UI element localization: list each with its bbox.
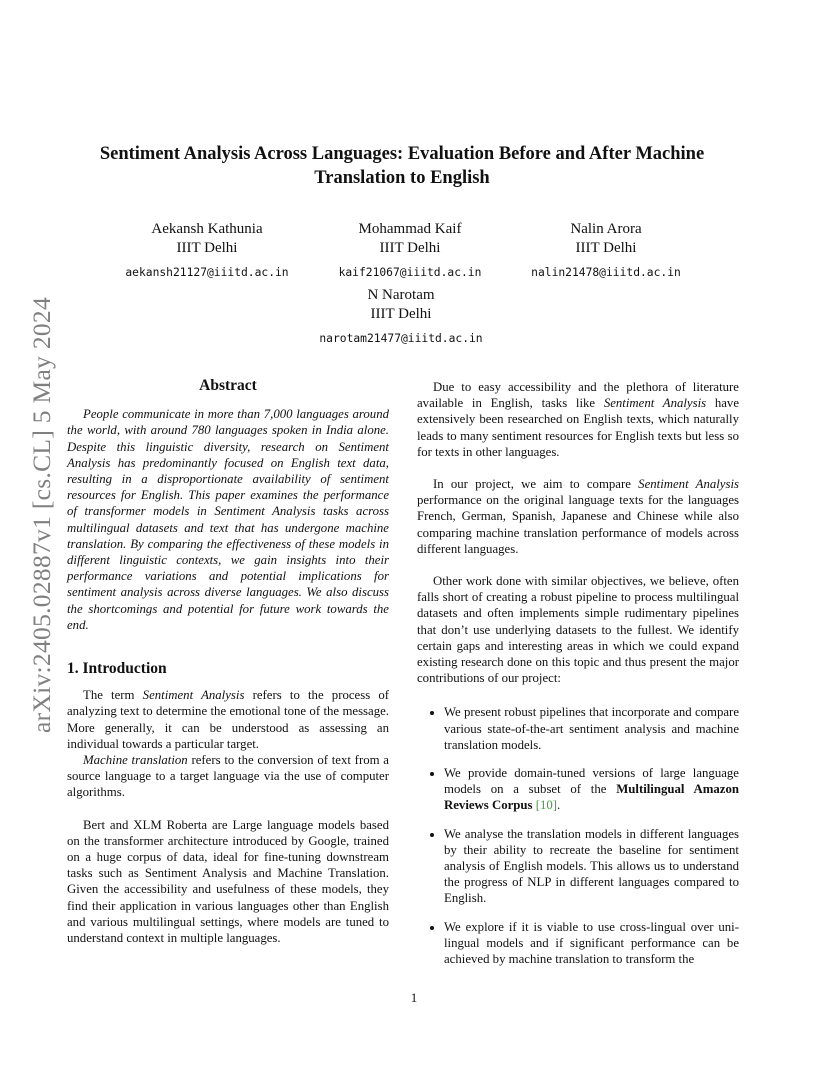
author-name: Aekansh Kathunia — [151, 221, 263, 237]
author-2 — [300, 220, 520, 282]
author-affiliation: IIIT Delhi — [370, 306, 432, 322]
author-name: Nalin Arora — [570, 221, 642, 237]
author-email[interactable]: nalin21478@iiitd.ac.in — [531, 266, 681, 279]
section-heading-introduction: 1. Introduction — [67, 660, 167, 678]
author-name: Mohammad Kaif — [358, 221, 462, 237]
list-item: • We explore if it is viable to use cross-lingual over uni-lingual models and if significant performance can be achieved by machine translation to transform the — [444, 919, 739, 968]
left-column — [67, 378, 389, 946]
list-item: • We provide domain-tuned versions of large language models on a subset of the Multilingual Amazon Reviews Corpus [10]. — [444, 765, 739, 814]
author-3 — [496, 220, 716, 282]
intro-paragraph-3: Bert and XLM Roberta are Large language models based on the transformer architecture introduced by Google, trained on a huge corpus of data, ideal for fine-tuning downstream tasks such as Sentiment Analysis and Machine Translation. Given the accessibility and usefulness of these models, they find their application in various languages other than English and various multilingual settings, where models are tuned to understand context in multiple languages. — [67, 817, 389, 946]
intro-paragraph-2: Machine translation refers to the conversion of text from a source language to a target language via the use of computer algorithms. — [67, 753, 389, 800]
arxiv-identifier: arXiv:2405.02887v1 [cs.CL] 5 May 2024 — [27, 296, 56, 734]
author-email[interactable]: narotam21477@iiitd.ac.in — [319, 332, 483, 345]
list-item: • We analyse the translation models in different languages by their ability to recreate the baseline for sentiment analysis of English models. This allows us to understand the progress of NLP in different languages compared to English. — [444, 826, 739, 907]
list-item: • We present robust pipelines that incorporate and compare various state-of-the-art sentiment analysis and machine translation models. — [444, 704, 739, 753]
author-1 — [97, 220, 317, 282]
right-paragraph-2: In our project, we aim to compare Sentiment Analysis performance on the original language texts for the languages French, German, Spanish, Japanese and Chinese while also comparing machine translation performance of models across different languages. — [417, 477, 739, 556]
author-email[interactable]: aekansh21127@iiitd.ac.in — [125, 266, 289, 279]
author-name: N Narotam — [367, 287, 435, 303]
right-column — [417, 379, 739, 979]
paper-title: Sentiment Analysis Across Languages: Evaluation Before and After Machine Translation to English — [99, 144, 705, 188]
right-paragraph-1: Due to easy accessibility and the plethora of literature available in English, tasks like Sentiment Analysis have extensively been researched on English texts, which naturally leads to many sentiment resources for English texts but less so for texts in other languages. — [417, 380, 740, 459]
intro-paragraph-1: The term Sentiment Analysis refers to the process of analyzing text to determine the emotional tone of the message. More generally, it can be understood as assessing an individual towards a particular target. — [67, 688, 389, 751]
right-paragraph-3: Other work done with similar objectives, we believe, often falls short of creating a robust pipeline to process multilingual datasets and often implements simple rudimentary pipelines that don’t use underlying datasets to the fullest. We identify certain gaps and interesting areas in which we could expand existing research done on this topic and thus present the major contributions of our project: — [417, 574, 739, 686]
author-affiliation: IIIT Delhi — [176, 240, 238, 256]
author-affiliation: IIIT Delhi — [575, 240, 637, 256]
author-4 — [291, 286, 511, 348]
author-affiliation: IIIT Delhi — [379, 240, 441, 256]
abstract-heading: Abstract — [199, 377, 257, 394]
abstract-text: People communicate in more than 7,000 languages around the world, with around 780 languages spoken in India alone. Despite this linguistic diversity, research on Sentiment Analysis has predominantly focused on English text data, resulting in a disproportionate availability of sentiment resources for English. This paper examines the performance of transformer models in Sentiment Analysis tasks across multilingual datasets and text that has undergone machine translation. By comparing the effectiveness of these models in different linguistic contexts, we gain insights into their performance variations and potential implications for sentiment analysis across diverse languages. We also discuss the shortcomings and potential for future work towards the end. — [67, 407, 389, 632]
author-email[interactable]: kaif21067@iiitd.ac.in — [338, 266, 482, 279]
contributions-list — [417, 704, 739, 967]
citation-link[interactable]: [10] — [535, 798, 558, 813]
page-number: 1 — [410, 990, 418, 1005]
